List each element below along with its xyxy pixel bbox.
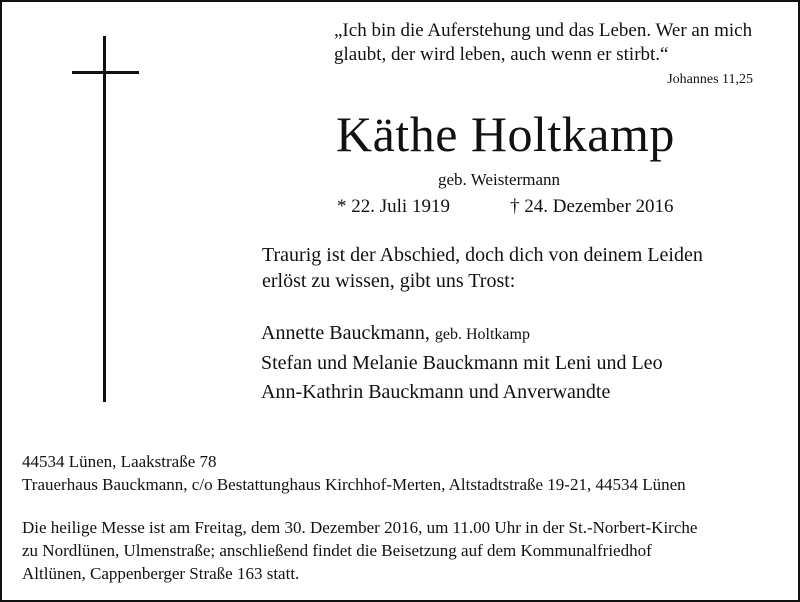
address-line-2: Trauerhaus Bauckmann, c/o Bestattunghaus Kirchhof-Merten, Altstadtstraße 19-21, 44534 Lünen bbox=[22, 475, 686, 494]
mass-line-2: zu Nordlünen, Ulmenstraße; anschließend findet die Beisetzung auf dem Kommunalfriedhof bbox=[22, 541, 652, 560]
address-line-1: 44534 Lünen, Laakstraße 78 bbox=[22, 452, 217, 471]
verse-line-2: erlöst zu wissen, gibt uns Trost: bbox=[262, 270, 516, 292]
birth-date: * 22. Juli 1919 bbox=[337, 196, 450, 217]
mass-line-3: Altlünen, Cappenberger Straße 163 statt. bbox=[22, 564, 300, 583]
quote-line-2: glaubt, der wird leben, auch wenn er stirbt.“ bbox=[334, 44, 669, 65]
mourning-verse bbox=[262, 242, 703, 294]
mourning-address bbox=[22, 450, 686, 496]
quote-line-1: „Ich bin die Auferstehung und das Leben. Wer an mich bbox=[334, 20, 753, 41]
mourner-1-name: Annette Bauckmann, bbox=[261, 322, 430, 344]
mourners-list bbox=[261, 319, 663, 407]
maiden-name: geb. Weistermann bbox=[438, 170, 561, 189]
mourner-2: Stefan und Melanie Bauckmann mit Leni und Leo bbox=[261, 352, 663, 374]
quote-source: Johannes 11,25 bbox=[667, 72, 753, 87]
mourner-3: Ann-Kathrin Bauckmann und Anverwandte bbox=[261, 381, 611, 403]
death-date: † 24. Dezember 2016 bbox=[510, 196, 674, 217]
funeral-mass-info bbox=[22, 516, 697, 585]
verse-line-1: Traurig ist der Abschied, doch dich von deinem Leiden bbox=[262, 244, 703, 266]
cross-horizontal-bar bbox=[72, 71, 139, 74]
mourner-1-note: geb. Holtkamp bbox=[434, 326, 530, 343]
deceased-name: Käthe Holtkamp bbox=[336, 106, 675, 162]
bible-quote bbox=[334, 19, 774, 67]
mass-line-1: Die heilige Messe ist am Freitag, dem 30. Dezember 2016, um 11.00 Uhr in der St.-Norbert-Kirche bbox=[22, 518, 698, 537]
cross-vertical-bar bbox=[103, 36, 106, 402]
mourner-1 bbox=[261, 319, 663, 349]
